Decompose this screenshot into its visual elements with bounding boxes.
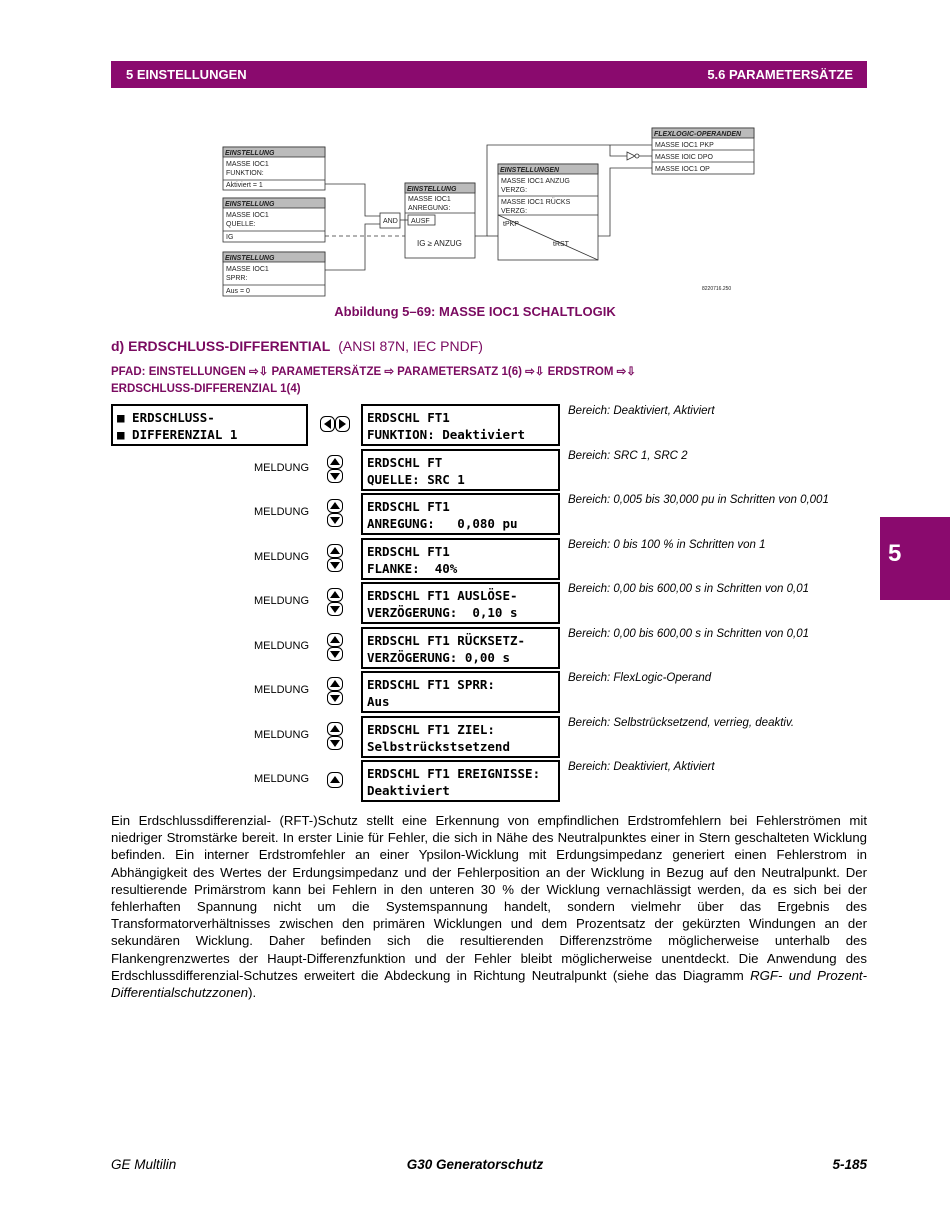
svg-text:MASSE IOC1 PKP: MASSE IOC1 PKP [655, 142, 714, 149]
setting-display-line-2: QUELLE: SRC 1 [367, 472, 465, 487]
setting-display-line-2: ANREGUNG: 0,080 pu [367, 516, 518, 531]
setting-display-line-2: Selbstrückstsetzend [367, 739, 510, 754]
svg-text:AND: AND [383, 218, 398, 225]
message-label: MELDUNG [254, 506, 310, 518]
setting-display-line-2: VERZÖGERUNG: 0,00 s [367, 650, 510, 665]
svg-text:VERZG:: VERZG: [501, 187, 528, 194]
setting-display-line-1: ERDSCHL FT1 ZIEL: [367, 722, 495, 737]
svg-text:MASSE IOC1: MASSE IOC1 [226, 161, 269, 168]
svg-text:EINSTELLUNG: EINSTELLUNG [407, 186, 457, 193]
setting-display [361, 716, 560, 758]
svg-text:MASSE IOIC DPO: MASSE IOIC DPO [655, 154, 713, 161]
setting-display-line-1: ERDSCHL FT1 [367, 544, 450, 559]
setting-display [361, 760, 560, 802]
svg-text:VERZG:: VERZG: [501, 208, 528, 215]
settings-path [111, 364, 711, 398]
up-down-keys-icon[interactable] [327, 633, 343, 661]
setting-display-line-1: ERDSCHL FT1 AUSLÖSE- [367, 588, 518, 603]
message-label: MELDUNG [254, 551, 310, 563]
body-paragraph-text: Ein Erdschlussdifferenzial- (RFT-)Schutz stellt eine Erkennung von empfindlichen Erdstromfehlern bei Fehlerströmen mit niedriger Stromstärke bereit. In erster Linie für Fehler, die sich in Nähe des Neutralpunktes einer in Stern geschalteten Wicklung befinden. Ein interner Erdstromfehler an einer Ypsilon-Wicklung mit Erdungsimpedanz generiert einen Fehlerstrom in Abhängigkeit des Wertes der Erdungsimpedanz und der Fehlerposition an der Wicklung in Bezug auf den Neutralpunkt. Der resultierende Primärstrom kann bei Fehlern in den unteren 30 % der Wicklung vernachlässigt werden, da es sich bei der fehlerhaften Spannung nicht um die Systemspannung handelt, sondern vielmehr über das Ergebnis des Transformatorverhältnisses zwischen den primären Wicklungen und dem Prozentsatz der gekürzten Windungen an der sekundären Wicklung. Daher befinden sich die resultierenden Differenzströme möglicherweise unterhalb des Flankengrenzwertes der Haupt-Differenzfunktion und der Fehler bleibt möglicherweise unentdeckt. Die Anwendung des Erdschlussdifferenzial-Schutzes erweitert die Abdeckung in Richtung Neutralpunkt (siehe das Diagramm [111, 813, 867, 983]
setting-range: Bereich: 0 bis 100 % in Schritten von 1 [568, 539, 766, 551]
chapter-tab [880, 517, 950, 600]
path-line-1: PFAD: EINSTELLUNGEN ⇨⇩ PARAMETERSÄTZE ⇨ PARAMETERSATZ 1(6) ⇨⇩ ERDSTROM ⇨⇩ [111, 366, 636, 378]
message-label: MELDUNG [254, 729, 310, 741]
setting-display-line-2: FUNKTION: Deaktiviert [367, 427, 526, 442]
setting-range: Bereich: Deaktiviert, Aktiviert [568, 761, 715, 773]
setting-range: Bereich: Selbstrücksetzend, verrieg, deaktiv. [568, 717, 795, 729]
setting-display-line-2: Aus [367, 694, 390, 709]
svg-text:AUSF: AUSF [411, 218, 430, 225]
svg-text:MASSE IOC1: MASSE IOC1 [226, 212, 269, 219]
setting-display [361, 404, 560, 446]
left-right-keys-icon[interactable] [320, 416, 350, 432]
setting-display [361, 449, 560, 491]
up-key-icon[interactable] [327, 766, 343, 794]
setting-display-line-1: ERDSCHL FT1 [367, 499, 450, 514]
svg-text:Aktiviert = 1: Aktiviert = 1 [226, 182, 263, 189]
up-down-keys-icon[interactable] [327, 722, 343, 750]
svg-text:FUNKTION:: FUNKTION: [226, 170, 264, 177]
svg-text:QUELLE:: QUELLE: [226, 221, 256, 228]
footer-center: G30 Generatorschutz [406, 1157, 544, 1172]
message-label: MELDUNG [254, 462, 310, 474]
menu-header-line-1: ■ ERDSCHLUSS- [117, 410, 215, 425]
setting-range: Bereich: 0,00 bis 600,00 s in Schritten von 0,01 [568, 583, 810, 595]
setting-display [361, 538, 560, 580]
setting-display-line-1: ERDSCHL FT1 [367, 410, 450, 425]
svg-text:ANREGUNG:: ANREGUNG: [408, 205, 451, 212]
body-paragraph-diagram-ref: RGF- und Prozent-Differentialschutzzonen [111, 967, 867, 1001]
logic-diagram [0, 0, 950, 300]
up-down-keys-icon[interactable] [327, 499, 343, 527]
setting-display [361, 671, 560, 713]
section-subtitle: (ANSI 87N, IEC PNDF) [338, 338, 483, 354]
chapter-tab-number: 5 [888, 540, 902, 567]
svg-text:EINSTELLUNGEN: EINSTELLUNGEN [500, 167, 560, 174]
menu-header-display [111, 404, 308, 446]
header-section: 5.6 PARAMETERSÄTZE [707, 67, 853, 82]
svg-text:SPRR:: SPRR: [226, 275, 248, 282]
footer-page-number: 5-185 [832, 1157, 867, 1172]
section-title: d) ERDSCHLUSS-DIFFERENTIAL [111, 338, 331, 354]
svg-text:MASSE IOC1: MASSE IOC1 [408, 196, 451, 203]
header-chapter: 5 EINSTELLUNGEN [126, 67, 247, 82]
setting-display [361, 627, 560, 669]
up-down-keys-icon[interactable] [327, 544, 343, 572]
message-label: MELDUNG [254, 684, 310, 696]
figure-caption: Abbildung 5–69: MASSE IOC1 SCHALTLOGIK [334, 304, 616, 319]
footer-left: GE Multilin [111, 1157, 177, 1172]
up-down-keys-icon[interactable] [327, 677, 343, 705]
setting-display-line-1: ERDSCHL FT1 SPRR: [367, 677, 495, 692]
diagram-box1-title: EINSTELLUNG [225, 150, 275, 157]
menu-header-line-2: ■ DIFFERENZIAL 1 [117, 427, 238, 442]
svg-text:Aus = 0: Aus = 0 [226, 288, 250, 295]
body-paragraph [111, 812, 867, 1001]
setting-display-line-1: ERDSCHL FT1 EREIGNISSE: [367, 766, 541, 781]
message-label: MELDUNG [254, 640, 310, 652]
setting-display-line-1: ERDSCHL FT1 RÜCKSETZ- [367, 633, 526, 648]
setting-range: Bereich: SRC 1, SRC 2 [568, 450, 688, 462]
setting-display [361, 582, 560, 624]
setting-display [361, 493, 560, 535]
svg-text:8220716.250: 8220716.250 [702, 286, 732, 292]
up-down-keys-icon[interactable] [327, 455, 343, 483]
svg-text:FLEXLOGIC-OPERANDEN: FLEXLOGIC-OPERANDEN [654, 131, 742, 138]
svg-text:tRST: tRST [553, 241, 569, 248]
setting-range: Bereich: Deaktiviert, Aktiviert [568, 405, 715, 417]
svg-text:tPKP: tPKP [503, 221, 519, 228]
setting-display-line-2: Deaktiviert [367, 783, 450, 798]
logic-diagram-svg [0, 0, 950, 300]
svg-text:IG: IG [226, 234, 234, 241]
setting-range: Bereich: 0,005 bis 30,000 pu in Schritten von 0,001 [568, 494, 829, 506]
message-label: MELDUNG [254, 773, 310, 785]
svg-text:MASSE IOC1 RÜCKS: MASSE IOC1 RÜCKS [501, 199, 571, 206]
setting-range: Bereich: FlexLogic-Operand [568, 672, 712, 684]
svg-text:EINSTELLUNG: EINSTELLUNG [225, 201, 275, 208]
section-heading [111, 338, 483, 354]
setting-display-line-2: VERZÖGERUNG: 0,10 s [367, 605, 518, 620]
svg-text:EINSTELLUNG: EINSTELLUNG [225, 255, 275, 262]
path-line-2: ERDSCHLUSS-DIFFERENZIAL 1(4) [111, 383, 301, 395]
setting-range: Bereich: 0,00 bis 600,00 s in Schritten von 0,01 [568, 628, 810, 640]
setting-display-line-1: ERDSCHL FT [367, 455, 443, 470]
svg-text:IG ≥ ANZUG: IG ≥ ANZUG [417, 239, 462, 248]
up-down-keys-icon[interactable] [327, 588, 343, 616]
message-label: MELDUNG [254, 595, 310, 607]
svg-text:MASSE IOC1 ANZUG: MASSE IOC1 ANZUG [501, 178, 570, 185]
body-paragraph-end: ). [248, 985, 257, 1001]
svg-text:MASSE IOC1 OP: MASSE IOC1 OP [655, 166, 710, 173]
setting-display-line-2: FLANKE: 40% [367, 561, 458, 576]
svg-text:MASSE IOC1: MASSE IOC1 [226, 266, 269, 273]
